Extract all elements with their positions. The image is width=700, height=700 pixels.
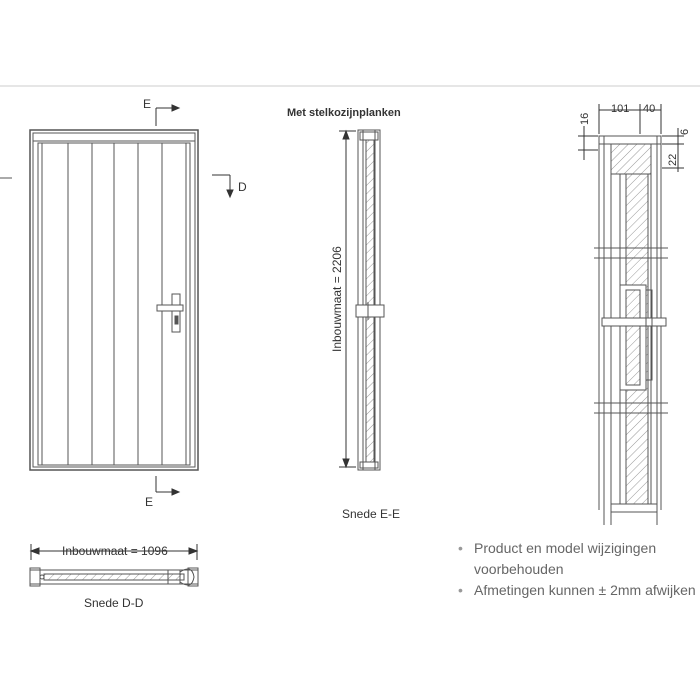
section-mark-e-top: E [143,97,152,111]
note-item: voorbehouden [474,561,564,577]
detail-dim-22: 22 [667,153,679,166]
detail-dim-101: 101 [611,103,630,115]
height-dimension-label: Inbouwmaat = 2206 [330,246,344,352]
width-dimension-label: Inbouwmaat = 1096 [62,544,168,558]
section-mark-e-bottom: E [145,495,154,509]
bullet-icon: • [458,540,463,556]
detail-dim-16: 16 [579,112,591,125]
notes-list [458,538,696,601]
detail-section [594,136,668,525]
section-dd-drawing [30,568,198,586]
bullet-icon: • [458,582,463,598]
note-item: • Afmetingen kunnen ± 2mm afwijken [458,580,696,601]
section-arrow-d [212,175,233,197]
note-item: • Product en model wijzigingen [458,538,696,559]
door-handle-icon [157,294,183,332]
section-ee-header: Met stelkozijnplanken [287,107,401,119]
section-ee-drawing [356,130,384,470]
detail-dim-6: 6 [679,128,691,135]
section-arrow-e-bottom [156,476,179,495]
section-ee-caption: Snede E-E [342,507,401,521]
section-mark-d: D [238,180,247,194]
detail-dim-40: 40 [643,103,656,115]
section-arrow-e-top [156,105,179,126]
section-dd-caption: Snede D-D [84,596,144,610]
